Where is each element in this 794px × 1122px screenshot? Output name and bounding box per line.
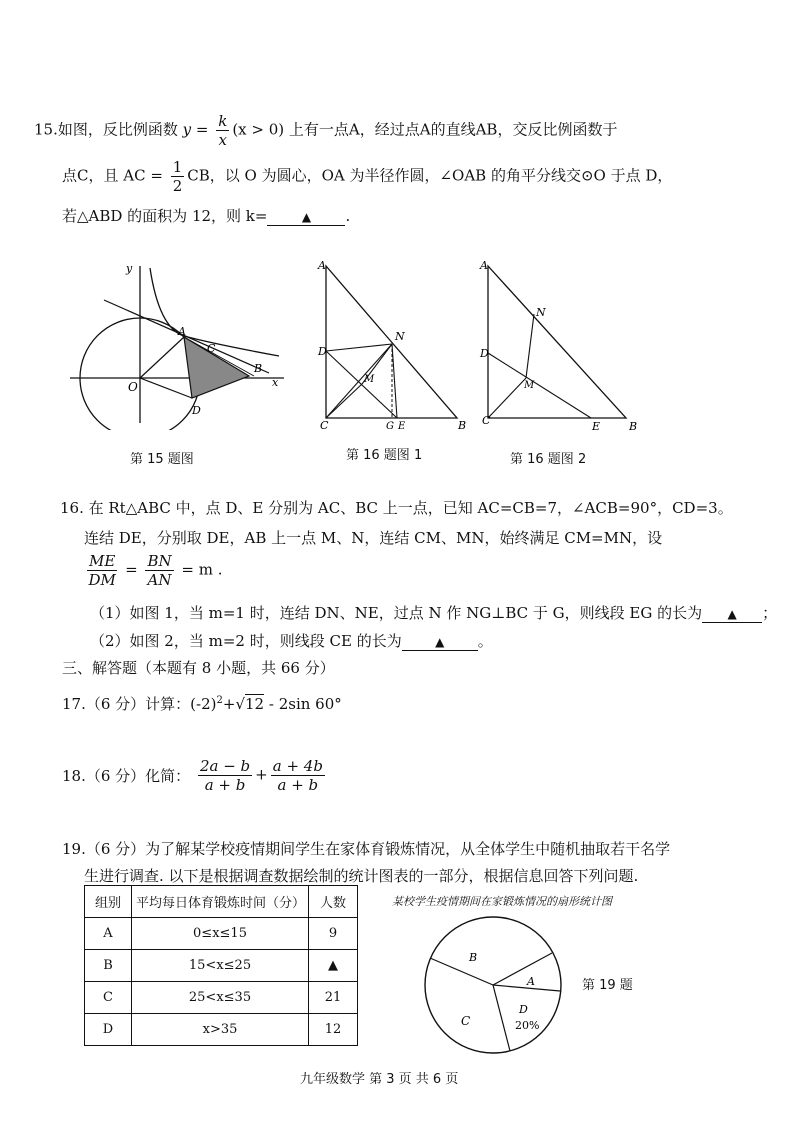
q18: 18.（6 分）化简： $\frac{2a - b}{a + b}$ + $\frac{a + 4b}{a + b}$ (62, 757, 323, 794)
section3-heading: 三、解答题（本题有 8 小题，共 66 分） (62, 659, 335, 677)
figure-15 (64, 258, 294, 430)
q16-sub2-blank[interactable]: ▲ (402, 632, 478, 651)
fig16-1-label-E: E (398, 421, 406, 430)
table-row (85, 950, 358, 982)
fig16-1-label-C: C (320, 419, 329, 430)
pie-label-D: D (519, 1003, 528, 1016)
q16-sub1-blank[interactable]: ▲ (702, 604, 762, 623)
fig15-label-C: C (207, 342, 216, 355)
table-cell: 21 (309, 982, 358, 1014)
table-header: 组别 (85, 886, 132, 918)
table-cell: D (85, 1014, 132, 1046)
table-cell: ▲ (309, 950, 358, 982)
q19-line2: 生进行调查. 以下是根据调查数据绘制的统计图表的一部分，根据信息回答下列问题. (84, 867, 639, 885)
table-cell: 12 (309, 1014, 358, 1046)
fig15-label-B: B (254, 362, 263, 375)
fig15-caption: 第 15 题图 (130, 452, 194, 467)
q19-side-label: 第 19 题 (582, 978, 633, 993)
pie-title: 某校学生疫情期间在家锻炼情况的扇形统计图 (392, 895, 612, 908)
table-header: 人数 (309, 886, 358, 918)
pie-label-B: B (469, 951, 478, 964)
pie-label-C: C (461, 1014, 471, 1028)
page-footer: 九年级数学 第 3 页 共 6 页 (300, 1072, 459, 1087)
fig16-1-label-G: G (386, 421, 394, 430)
figure-16-2 (476, 258, 646, 430)
q16-line2: 连结 DE，分别取 DE，AB 上一点 M、N，连结 CM、MN，始终满足 CM=MN，设 (84, 529, 663, 547)
table-cell: B (85, 950, 132, 982)
table-cell: 0≤x≤15 (132, 918, 309, 950)
q16-sub1: （1）如图 1，当 m=1 时，连结 DN、NE，过点 N 作 NG⊥BC 于 G，则线段 EG 的长为 ▲ ； (90, 604, 778, 622)
fig16-2-label-N: N (536, 306, 546, 319)
fig16-2-label-B: B (629, 420, 638, 430)
q16-sub2: （2）如图 2，当 m=2 时，则线段 CE 的长为 ▲ 。 (90, 632, 493, 650)
fig16-1-label-N: N (395, 330, 405, 343)
figure-16-1 (312, 258, 472, 430)
table-cell: C (85, 982, 132, 1014)
fig16-2-label-M: M (524, 380, 535, 391)
table-cell: x>35 (132, 1014, 309, 1046)
fig16-1-label-M: M (364, 374, 375, 385)
fig15-label-y: y (126, 262, 133, 275)
pie-label-A: A (527, 975, 535, 988)
q15-line2: 点C，且 AC = $\frac{1}{2}$ CB，以 O 为圆心，OA 为半径作圆，∠OAB 的角平分线交⊙O 于点 D， (62, 158, 673, 195)
fig15-label-O: O (128, 380, 138, 394)
fig16-1-label-D: D (318, 345, 327, 358)
fig16-1-label-A: A (318, 259, 326, 272)
table-row (85, 918, 358, 950)
q15-line1: 15.如图，反比例函数 y = $\frac{k}{x}$ (x > 0) 上有一点A，经过点A的直线AB，交反比例函数于 (34, 112, 618, 149)
q19-line1: 19.（6 分）为了解某学校疫情期间学生在家体育锻炼情况，从全体学生中随机抽取若干名学 (62, 840, 671, 858)
q17: 17.（6 分）计算：$(-2)^2+√12 - 2\sin$ 60° (62, 695, 342, 713)
fig16-1-caption: 第 16 题图 1 (346, 448, 423, 463)
q16-line1: 16. 在 Rt△ABC 中，点 D、E 分别为 AC、BC 上一点，已知 AC=CB=7，∠ACB=90°，CD=3。 (60, 499, 733, 517)
q16-formula: $\frac{ME}{DM}$ = $\frac{BN}{AN}$ = m . (88, 552, 223, 589)
table-cell: A (85, 918, 132, 950)
fig15-label-D: D (192, 404, 201, 417)
table-row (85, 982, 358, 1014)
fig16-2-label-E: E (592, 420, 601, 430)
pie-label-D-percent: 20% (515, 1019, 540, 1032)
q19-table (84, 885, 358, 1046)
fig15-label-x: x (272, 376, 279, 389)
fig16-1-label-B: B (458, 419, 467, 430)
fig16-2-label-C: C (482, 414, 491, 427)
q15-answer-blank[interactable]: ▲ (267, 207, 345, 226)
fig16-2-caption: 第 16 题图 2 (510, 452, 587, 467)
table-cell: 9 (309, 918, 358, 950)
table-cell: 25<x≤35 (132, 982, 309, 1014)
fig16-2-label-D: D (480, 347, 489, 360)
table-cell: 15<x≤25 (132, 950, 309, 982)
table-header-row (85, 886, 358, 918)
table-row (85, 1014, 358, 1046)
q15-line3: 若△ABD 的面积为 12，则 k= ▲ . (62, 207, 351, 225)
fig16-2-label-A: A (480, 259, 488, 272)
q19-pie-chart (415, 915, 575, 1055)
fig15-label-A: A (178, 325, 186, 338)
table-header: 平均每日体育锻炼时间（分） (132, 886, 309, 918)
